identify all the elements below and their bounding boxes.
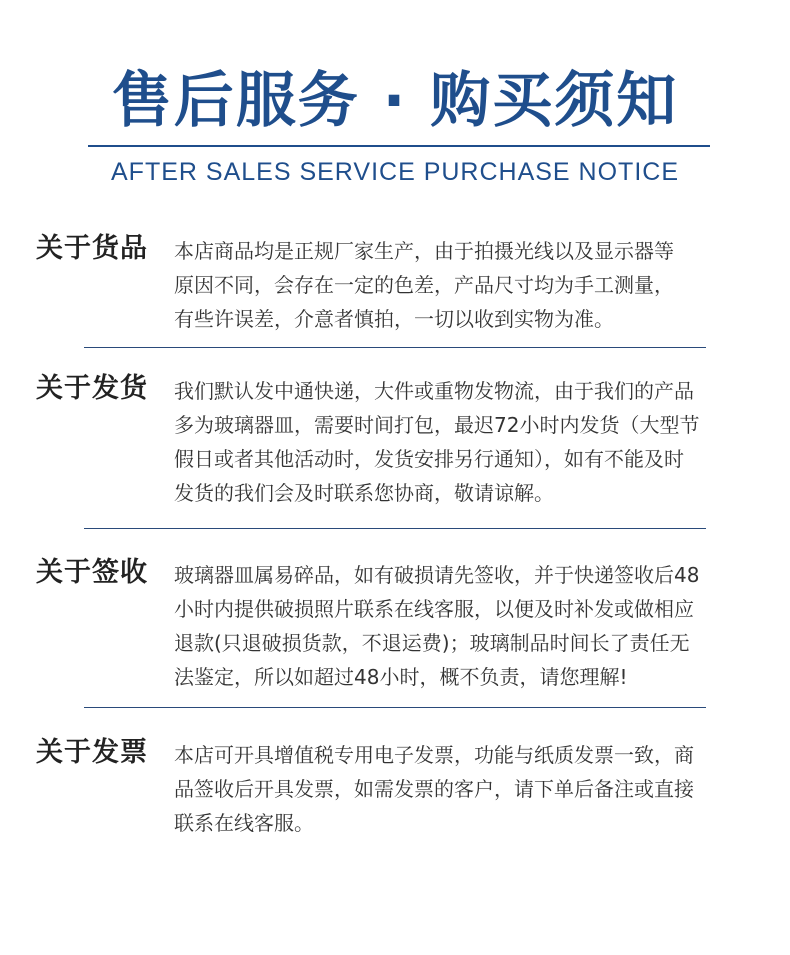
section-label-receipt: 关于签收: [36, 557, 148, 588]
section-body-receipt: [174, 558, 759, 694]
section-line: 法鉴定，所以如超过48小时，概不负责，请您理解!: [174, 665, 628, 689]
section-line: 小时内提供破损照片联系在线客服，以便及时补发或做相应: [174, 597, 694, 621]
section-label-goods: 关于货品: [36, 233, 148, 264]
section-label-invoice: 关于发票: [36, 737, 148, 768]
section-line: 退款(只退破损货款，不退运费)；玻璃制品时间长了责任无: [174, 631, 690, 655]
section-line: 联系在线客服。: [174, 811, 314, 835]
section-divider: [84, 707, 706, 708]
section-divider: [84, 347, 706, 348]
section-line: 我们默认发中通快递，大件或重物发物流，由于我们的产品: [174, 379, 694, 403]
section-line: 品签收后开具发票，如需发票的客户，请下单后备注或直接: [174, 777, 694, 801]
page-header: [0, 0, 790, 200]
section-body-invoice: [174, 738, 759, 840]
section-line: 多为玻璃器皿，需要时间打包，最迟72小时内发货（大型节: [174, 413, 700, 437]
section-line: 发货的我们会及时联系您协商，敬请谅解。: [174, 481, 554, 505]
page-subtitle: AFTER SALES SERVICE PURCHASE NOTICE: [111, 158, 679, 186]
section-line: 本店商品均是正规厂家生产，由于拍摄光线以及显示器等: [174, 239, 674, 263]
section-body-goods: [174, 234, 759, 336]
section-line: 玻璃器皿属易碎品，如有破损请先签收，并于快递签收后48: [174, 563, 700, 587]
section-line: 原因不同，会存在一定的色差，产品尺寸均为手工测量，: [174, 273, 674, 297]
page-title: 售后服务 · 购买须知: [111, 66, 679, 136]
section-line: 假日或者其他活动时，发货安排另行通知），如有不能及时: [174, 447, 684, 471]
section-divider: [84, 528, 706, 529]
section-line: 有些许误差，介意者慎拍，一切以收到实物为准。: [174, 307, 614, 331]
title-underline: [88, 145, 710, 147]
section-body-shipping: [174, 374, 759, 510]
section-line: 本店可开具增值税专用电子发票，功能与纸质发票一致，商: [174, 743, 694, 767]
section-label-shipping: 关于发货: [36, 373, 148, 404]
